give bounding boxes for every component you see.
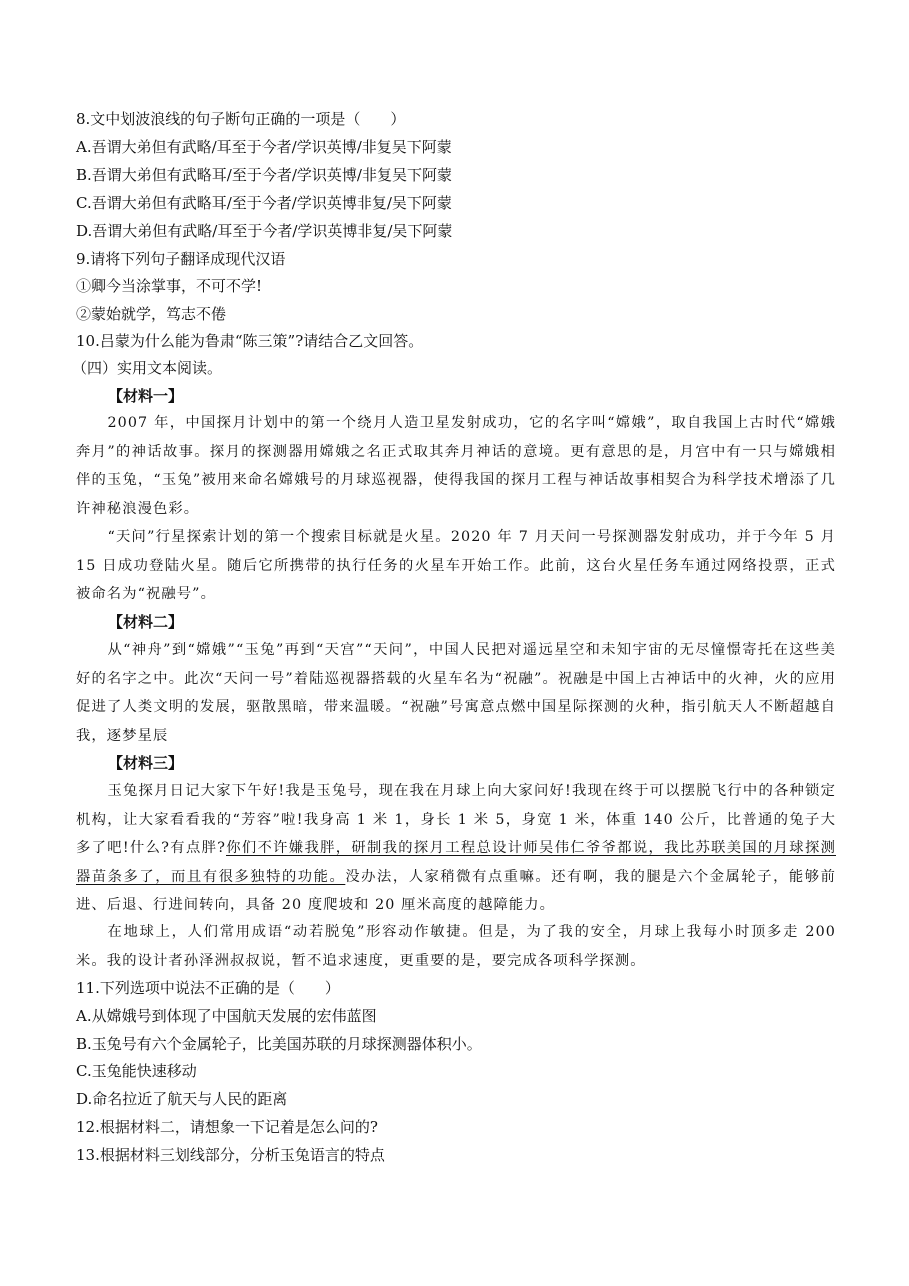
- material-2-paragraph-1: 从“神舟”到“嫦娥”“玉兔”再到“天宫”“天问”，中国人民把对遥远星空和未知宇宙的无尽憧憬寄托在这些美好的名字之中。此次“天问一号”着陆巡视器搭载的火星车名为“祝融”。祝融是中国上古神话中的火神，火的应用促进了人类文明的发展，驱散黑暗，带来温暖。“祝融”号寓意点燃中国星际探测的火种，指引航天人不断超越自我，逐梦星辰: [76, 642, 836, 744]
- material-3-underlined-sentence: 你们不许嫌我胖，研制我的探月工程总设计师吴伟仁爷爷都说，我比苏联美国的月球探测器苗条多了，而且有很多独特的功能。: [76, 840, 836, 885]
- question-11-option-d: D.命名拉近了航天与人民的距离: [76, 1090, 288, 1108]
- section-4-title: （四）实用文本阅读。: [72, 359, 223, 377]
- question-12-stem: 12.根据材料二，请想象一下记着是怎么问的?: [76, 1118, 378, 1136]
- material-2-title: 【材料二】: [108, 613, 184, 631]
- question-13-stem: 13.根据材料三划线部分，分析玉兔语言的特点: [76, 1146, 385, 1164]
- question-11-option-a: A.从嫦娥号到体现了中国航天发展的宏伟蓝图: [76, 1007, 377, 1025]
- question-11-option-c: C.玉兔能快速移动: [76, 1062, 197, 1080]
- question-10-stem: 10.吕蒙为什么能为鲁肃“陈三策”?请结合乙文回答。: [76, 332, 424, 350]
- material-1-paragraph-1: 2007 年，中国探月计划中的第一个绕月人造卫星发射成功，它的名字叫“嫦娥”，取自我国上古时代“嫦娥奔月”的神话故事。探月的探测器用嫦娥之名正式取其奔月神话的意境。更有意思的是，月宫中有一只与嫦娥相伴的玉兔，“玉兔”被用来命名嫦娥号的月球巡视器，使得我国的探月工程与神话故事相契合为科学技术增添了几许神秘浪漫色彩。: [76, 415, 836, 517]
- material-1-paragraph-2: “天问”行星探索计划的第一个搜索目标就是火星。2020 年 7 月天问一号探测器发射成功，并于今年 5 月 15 日成功登陆火星。随后它所携带的执行任务的火星车开始工作。此前，这台火星任务车通过网络投票，正式被命名为“祝融号”。: [76, 529, 836, 602]
- question-8-option-c: C.吾谓大弟但有武略耳/至于今者/学识英博非复/吴下阿蒙: [76, 194, 452, 212]
- material-3-title: 【材料三】: [108, 754, 184, 772]
- material-3-paragraph-2: 在地球上，人们常用成语“动若脱兔”形容动作敏捷。但是，为了我的安全，月球上我每小时顶多走 200 米。我的设计者孙泽洲叔叔说，暂不追求速度，更重要的是，要完成各项科学探测。: [76, 924, 836, 969]
- question-8-option-a: A.吾谓大弟但有武略/耳至于今者/学识英博/非复吴下阿蒙: [76, 138, 452, 156]
- question-8-option-d: D.吾谓大弟但有武略/耳至于今者/学识英博非复/吴下阿蒙: [76, 222, 453, 240]
- material-3-text-after: 没办法，人家稍微有点重嘛。还有啊，我的腿是六个金属轮子，能够前进、后退、行进间转向，具备 20 度爬坡和 20 厘米高度的越障能力。: [76, 868, 836, 913]
- material-1-title: 【材料一】: [108, 387, 184, 405]
- question-9-stem: 9.请将下列句子翻译成现代汉语: [76, 250, 286, 268]
- question-8-stem: 8.文中划波浪线的句子断句正确的一项是（ ）: [76, 110, 406, 128]
- question-11-stem: 11.下列选项中说法不正确的是（ ）: [76, 979, 340, 997]
- question-9-item-2: ②蒙始就学，笃志不倦: [76, 305, 227, 323]
- material-3-paragraph-1: [76, 777, 836, 920]
- question-8-option-b: B.吾谓大弟但有武略耳/至于今者/学识英博/非复吴下阿蒙: [76, 166, 452, 184]
- question-11-option-b: B.玉兔号有六个金属轮子，比美国苏联的月球探测器体积小。: [76, 1035, 482, 1053]
- material-3-text-before: 玉兔探月日记大家下午好!我是玉兔号，现在我在月球上向大家问好!我现在终于可以摆脱飞行中的各种锁定机构，让大家看看我的“芳容”啦!我身高 1 米 1，身长 1 米 5，身宽 1 米，体重 140 公斤，比普通的兔子大多了吧!什么?有点胖?: [76, 783, 836, 856]
- question-9-item-1: ①卿今当涂掌事，不可不学!: [76, 277, 263, 295]
